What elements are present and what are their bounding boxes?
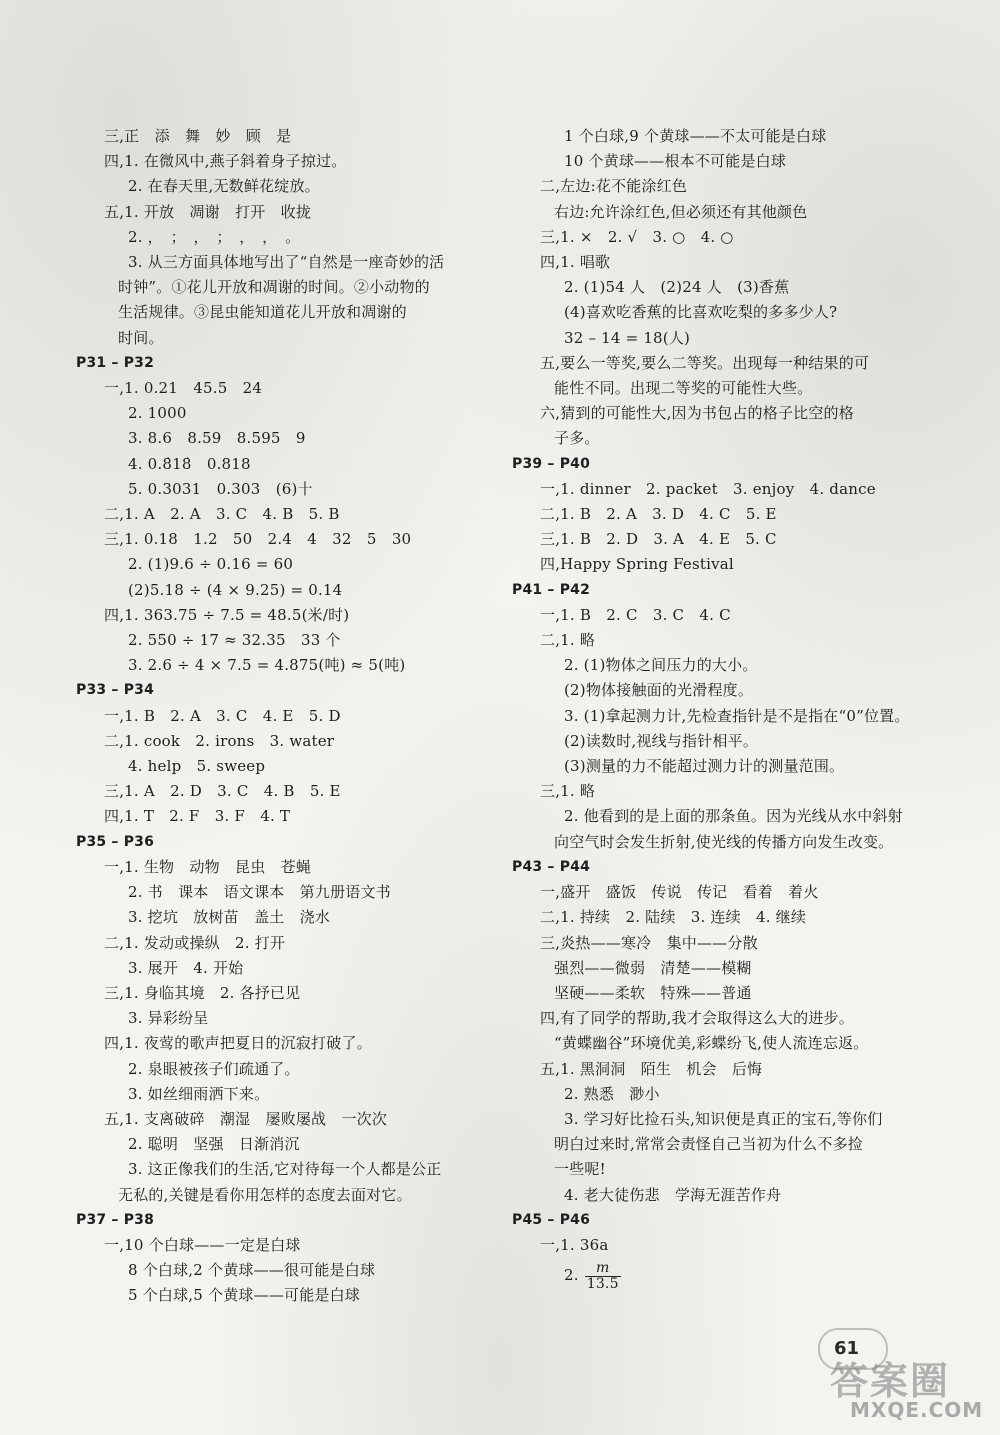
answer-line: 3. 如丝细雨洒下来。: [128, 1084, 270, 1103]
answer-line: 生活规律。③昆虫能知道花儿开放和凋谢的: [118, 303, 407, 322]
answer-line: 3. 这正像我们的生活,它对待每一个人都是公正: [128, 1160, 442, 1179]
answer-line: 一些呢!: [554, 1160, 606, 1179]
answer-line: (2)物体接触面的光滑程度。: [564, 681, 754, 700]
answer-line: “黄蝶幽谷”环境优美,彩蝶纷飞,使人流连忘返。: [554, 1034, 869, 1053]
answer-line: 2. 聪明 坚强 日渐消沉: [128, 1135, 300, 1154]
section-heading: P43 – P44: [512, 858, 591, 875]
answer-line: 四,1. 363.75 ÷ 7.5 = 48.5(米/时): [104, 605, 350, 624]
fraction: [585, 1261, 621, 1292]
section-heading: P39 – P40: [512, 455, 591, 472]
answer-line: 二,1. 持续 2. 陆续 3. 连续 4. 继续: [540, 908, 807, 927]
answer-line: (2)5.18 ÷ (4 × 9.25) = 0.14: [128, 580, 343, 599]
watermark-url: MXQE.COM: [850, 1398, 984, 1422]
answer-line: 二,1. 略: [540, 631, 596, 650]
answer-line: 3. 异彩纷呈: [128, 1009, 209, 1028]
answer-line: 5 个白球,5 个黄球——可能是白球: [128, 1286, 360, 1305]
answer-line: 五,要么一等奖,要么二等奖。出现每一种结果的可: [540, 353, 870, 372]
answer-line: 三,炎热——寒冷 集中——分散: [540, 933, 758, 952]
answer-line: 右边:允许涂红色,但必须还有其他颜色: [554, 202, 808, 221]
answer-line: 二,1. 发动或操纵 2. 打开: [104, 933, 286, 952]
answer-line: 四,1. T 2. F 3. F 4. T: [104, 807, 291, 826]
answer-line: (3)测量的力不能超过测力计的测量范围。: [564, 757, 845, 776]
answer-line-fraction: [512, 1258, 952, 1292]
answer-line: 2. 1000: [128, 404, 187, 423]
answer-line: 2. 550 ÷ 17 ≈ 32.35 33 个: [128, 631, 341, 650]
section-heading: P31 – P32: [76, 354, 155, 371]
answer-line: 五,1. 开放 凋谢 打开 收拢: [104, 202, 312, 221]
answer-line: 明白过来时,常常会责怪自己当初为什么不多捡: [554, 1135, 863, 1154]
answer-line: 六,猜到的可能性大,因为书包占的格子比空的格: [540, 404, 854, 423]
answer-line: (2)读数时,视线与指针相平。: [564, 731, 759, 750]
answer-line: 五,1. 黑洞洞 陌生 机会 后悔: [540, 1059, 763, 1078]
answer-line: 一,1. 生物 动物 昆虫 苍蝇: [104, 857, 312, 876]
answer-line: 四,1. 唱歌: [540, 253, 611, 272]
answer-line: 1 个白球,9 个黄球——不太可能是白球: [564, 127, 827, 145]
answer-line: 2. 熟悉 渺小: [564, 1084, 660, 1103]
answer-line: 2. 泉眼被孩子们疏通了。: [128, 1059, 300, 1078]
answer-line: 3. (1)拿起测力计,先检查指针是不是指在“0”位置。: [564, 706, 910, 725]
answer-line: 三,1. 身临其境 2. 各抒已见: [104, 983, 301, 1002]
answer-line: 2. 他看到的是上面的那条鱼。因为光线从水中斜射: [564, 807, 903, 826]
answer-line: 坚硬——柔软 特殊——普通: [554, 983, 752, 1002]
answer-line: 三,1. A 2. D 3. C 4. B 5. E: [104, 782, 341, 801]
answer-line: 能性不同。出现二等奖的可能性大些。: [554, 379, 813, 398]
answer-line: 4. 老大徒伤悲 学海无涯苦作舟: [564, 1185, 782, 1204]
answer-line: 一,1. 36a: [540, 1235, 609, 1254]
answer-line: (4)喜欢吃香蕉的比喜欢吃梨的多多少人?: [564, 303, 838, 322]
fraction-numerator: m: [585, 1261, 621, 1277]
answer-line: 一,1. 0.21 45.5 24: [104, 379, 263, 398]
answer-line: 四,有了同学的帮助,我才会取得这么大的进步。: [540, 1009, 854, 1028]
fraction-prefix: 2.: [564, 1266, 579, 1285]
answer-line: 五,1. 支离破碎 潮湿 屡败屡战 一次次: [104, 1109, 388, 1128]
answer-line: 二,左边:花不能涂红色: [540, 177, 688, 196]
answer-line: 一,1. B 2. C 3. C 4. C: [540, 605, 731, 624]
answer-line: 二,1. cook 2. irons 3. water: [104, 731, 335, 750]
fraction-denominator: 13.5: [586, 1275, 619, 1292]
answer-line: 2. 在春天里,无数鲜花绽放。: [128, 177, 320, 196]
answer-line: 3. 从三方面具体地写出了“自然是一座奇妙的活: [128, 253, 445, 272]
answer-line: 3. 2.6 ÷ 4 × 7.5 = 4.875(吨) ≈ 5(吨): [128, 656, 406, 675]
page-number: 61: [834, 1338, 860, 1359]
answer-line: 4. 0.8̇18̇ 0.818: [128, 454, 251, 473]
answer-line: 三,1. B 2. D 3. A 4. E 5. C: [540, 530, 777, 549]
left-column: [76, 124, 516, 1309]
answer-line: 3. 8.6 8.59 8.595 9: [128, 429, 306, 448]
answer-line: 2. ， ； ， ； ， ， 。: [128, 227, 301, 246]
answer-line: 二,1. A 2. A 3. C 4. B 5. B: [104, 505, 340, 524]
answer-line: 3. 挖坑 放树苗 盖土 浇水: [128, 908, 331, 927]
right-column: [512, 124, 952, 1292]
answer-line: 一,1. B 2. A 3. C 4. E 5. D: [104, 706, 341, 725]
answer-line: 32 – 14 = 18(人): [564, 328, 691, 347]
watermark-logo: 答案圈: [830, 1359, 951, 1403]
answer-line: 2. 书 课本 语文课本 第九册语文书: [128, 883, 391, 902]
answer-line: 子多。: [554, 429, 600, 448]
answer-line: 无私的,关键是看你用怎样的态度去面对它。: [118, 1185, 412, 1204]
section-heading: P35 – P36: [76, 833, 155, 850]
answer-line: 一,10 个白球——一定是白球: [104, 1235, 301, 1254]
section-heading: P41 – P42: [512, 581, 591, 598]
answer-line: 四,1. 夜莺的歌声把夏日的沉寂打破了。: [104, 1034, 372, 1053]
answer-line: 二,1. B 2. A 3. D 4. C 5. E: [540, 505, 777, 524]
answer-line: 四,1. 在微风中,燕子斜着身子掠过。: [104, 152, 347, 171]
answer-line: 三,正 添 舞 妙 顾 是: [104, 127, 292, 145]
section-heading: P33 – P34: [76, 682, 155, 699]
answer-line: 3. 学习好比捡石头,知识便是真正的宝石,等你们: [564, 1109, 883, 1128]
answer-line: 一,盛开 盛饭 传说 传记 看着 着火: [540, 883, 819, 902]
answer-line: 2. (1)9.6 ÷ 0.16 = 60: [128, 555, 294, 574]
answer-line: 三,1. 0.18 1.2 50 2.4 4 32 5 30: [104, 530, 412, 549]
answer-line: 向空气时会发生折射,使光线的传播方向发生改变。: [554, 832, 894, 851]
answer-line: 强烈——微弱 清楚——模糊: [554, 958, 752, 977]
answer-line: 时间。: [118, 328, 164, 347]
answer-line: 2. (1)54 人 (2)24 人 (3)香蕉: [564, 278, 790, 297]
answer-line: 5. 0.3031 0.303 (6)十: [128, 479, 313, 498]
answer-line: 时钟”。①花儿开放和凋谢的时间。②小动物的: [118, 278, 430, 297]
answer-line: 4. help 5. sweep: [128, 757, 266, 776]
answer-line: 10 个黄球——根本不可能是白球: [564, 152, 787, 171]
answer-line: 一,1. dinner 2. packet 3. enjoy 4. dance: [540, 479, 876, 498]
answer-line: 四,Happy Spring Festival: [540, 555, 734, 574]
section-heading: P37 – P38: [76, 1211, 155, 1228]
answer-line: 2. (1)物体之间压力的大小。: [564, 656, 758, 675]
answer-line: 8 个白球,2 个黄球——很可能是白球: [128, 1261, 376, 1280]
answer-line: 三,1. × 2. √ 3. ○ 4. ○: [540, 227, 734, 246]
answer-line: 3. 展开 4. 开始: [128, 958, 244, 977]
answer-line: 三,1. 略: [540, 782, 596, 801]
section-heading: P45 – P46: [512, 1211, 591, 1228]
